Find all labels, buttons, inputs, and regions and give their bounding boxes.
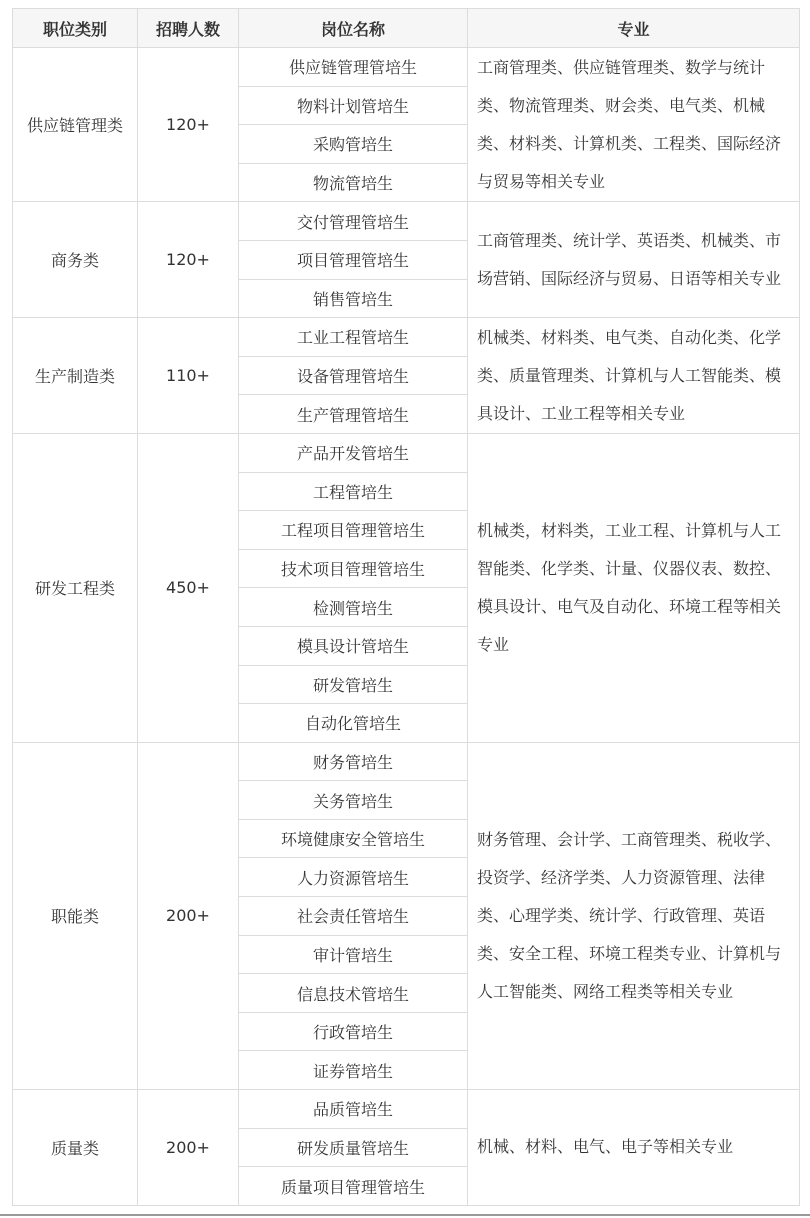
table-header: [13, 9, 800, 48]
position-cell: 项目管理管培生: [239, 240, 468, 279]
header-major: 专业: [468, 9, 800, 48]
position-cell: 行政管培生: [239, 1012, 468, 1051]
headcount-cell: 120+: [138, 202, 239, 318]
headcount-cell: 110+: [138, 318, 239, 434]
table-row: [13, 742, 800, 781]
header-category: 职位类别: [13, 9, 138, 48]
headcount-cell: 120+: [138, 48, 239, 202]
category-cell: 研发工程类: [13, 433, 138, 742]
table-row: [13, 202, 800, 241]
recruitment-table: [12, 8, 800, 1206]
majors-cell: 机械类，材料类，工业工程、计算机与人工智能类、化学类、计量、仪器仪表、数控、模具设计、电气及自动化、环境工程等相关专业: [468, 433, 800, 742]
position-cell: 品质管培生: [239, 1090, 468, 1129]
position-cell: 技术项目管理管培生: [239, 549, 468, 588]
position-cell: 研发管培生: [239, 665, 468, 704]
bottom-divider: [0, 1214, 810, 1216]
headcount-cell: 200+: [138, 742, 239, 1089]
headcount-cell: 450+: [138, 433, 239, 742]
table-row: [13, 318, 800, 357]
position-cell: 工程项目管理管培生: [239, 511, 468, 550]
header-position: 岗位名称: [239, 9, 468, 48]
position-cell: 财务管培生: [239, 742, 468, 781]
position-cell: 工程管培生: [239, 472, 468, 511]
table-body: [13, 48, 800, 1206]
position-cell: 关务管培生: [239, 781, 468, 820]
position-cell: 证券管培生: [239, 1051, 468, 1090]
majors-cell: 工商管理类、统计学、英语类、机械类、市场营销、国际经济与贸易、日语等相关专业: [468, 202, 800, 318]
majors-cell: 机械类、材料类、电气类、自动化类、化学类、质量管理类、计算机与人工智能类、模具设计、工业工程等相关专业: [468, 318, 800, 434]
position-cell: 模具设计管培生: [239, 626, 468, 665]
position-cell: 物流管培生: [239, 163, 468, 202]
category-cell: 商务类: [13, 202, 138, 318]
majors-cell: 机械、材料、电气、电子等相关专业: [468, 1090, 800, 1206]
position-cell: 自动化管培生: [239, 704, 468, 743]
table-row: [13, 1090, 800, 1129]
position-cell: 销售管培生: [239, 279, 468, 318]
position-cell: 物料计划管培生: [239, 86, 468, 125]
position-cell: 检测管培生: [239, 588, 468, 627]
majors-cell: 财务管理、会计学、工商管理类、税收学、投资学、经济学类、人力资源管理、法律类、心理学类、统计学、行政管理、英语类、安全工程、环境工程类专业、计算机与人工智能类、网络工程类等相关专业: [468, 742, 800, 1089]
position-cell: 产品开发管培生: [239, 433, 468, 472]
position-cell: 审计管培生: [239, 935, 468, 974]
table-row: [13, 433, 800, 472]
majors-cell: 工商管理类、供应链管理类、数学与统计类、物流管理类、财会类、电气类、机械类、材料类、计算机类、工程类、国际经济与贸易等相关专业: [468, 48, 800, 202]
position-cell: 供应链管理管培生: [239, 48, 468, 87]
position-cell: 设备管理管培生: [239, 356, 468, 395]
header-row: [13, 9, 800, 48]
position-cell: 信息技术管培生: [239, 974, 468, 1013]
position-cell: 质量项目管理管培生: [239, 1167, 468, 1206]
position-cell: 人力资源管培生: [239, 858, 468, 897]
category-cell: 质量类: [13, 1090, 138, 1206]
category-cell: 职能类: [13, 742, 138, 1089]
header-count: 招聘人数: [138, 9, 239, 48]
position-cell: 社会责任管培生: [239, 897, 468, 936]
position-cell: 环境健康安全管培生: [239, 819, 468, 858]
headcount-cell: 200+: [138, 1090, 239, 1206]
position-cell: 采购管培生: [239, 125, 468, 164]
table-row: [13, 48, 800, 87]
position-cell: 交付管理管培生: [239, 202, 468, 241]
position-cell: 工业工程管培生: [239, 318, 468, 357]
category-cell: 供应链管理类: [13, 48, 138, 202]
position-cell: 研发质量管培生: [239, 1128, 468, 1167]
category-cell: 生产制造类: [13, 318, 138, 434]
position-cell: 生产管理管培生: [239, 395, 468, 434]
